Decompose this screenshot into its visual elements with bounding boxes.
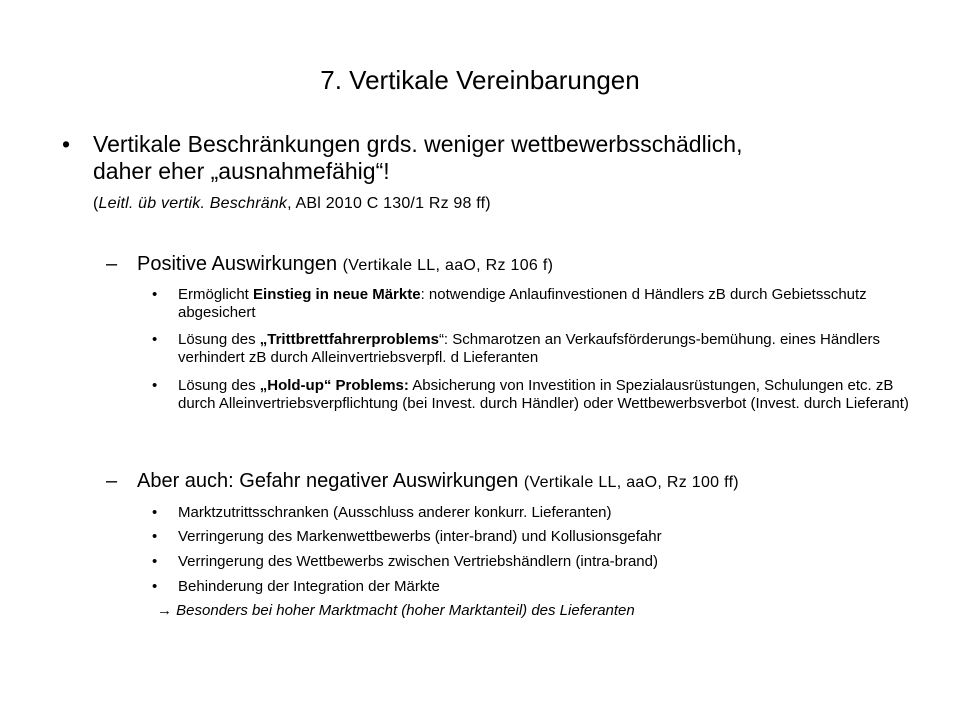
main-bullet-text: [93, 131, 913, 185]
list-item: [152, 578, 912, 596]
bullet-marker: •: [62, 131, 71, 157]
item-bold: „Trittbrettfahrerproblems: [259, 331, 439, 348]
item-bold: Einstieg in neue Märkte: [253, 286, 421, 303]
main-bullet-line-2: daher eher „ausnahmefähig“!: [93, 158, 390, 184]
negative-heading-label: Aber auch: Gefahr negativer Auswirkungen: [137, 470, 519, 492]
main-bullet-line-1: Vertikale Beschränkungen grds. weniger wettbewerbsschädlich,: [93, 131, 743, 157]
citation-open: (: [93, 195, 99, 212]
list-item: [152, 331, 912, 367]
conclusion-text: → Besonders bei hoher Marktmacht (hoher Marktanteil) des Lieferanten: [157, 602, 635, 619]
list-item: [152, 553, 912, 571]
item-bold: „Hold-up“ Problems:: [259, 377, 409, 394]
bullet-marker: •: [152, 578, 158, 595]
bullet-marker: •: [152, 553, 158, 570]
negative-heading-ref: (Vertikale LL, aaO, Rz 100 ff): [523, 474, 739, 491]
bullet-marker: •: [152, 504, 158, 521]
list-item: [152, 377, 912, 413]
positive-heading-ref: (Vertikale LL, aaO, Rz 106 f): [342, 257, 554, 274]
list-item: [152, 286, 912, 322]
list-item: [152, 504, 912, 522]
citation-italic: Leitl. üb vertik. Beschränk: [98, 195, 288, 212]
bullet-marker: •: [152, 331, 158, 348]
item-post: “: Schmarotzen an Verkaufsförderungs-bemühung. eines Händlers verhindert zB durch Alleinvertriebsverpfl. d Lieferanten: [178, 331, 881, 366]
item-pre: Ermöglicht: [178, 286, 254, 303]
slide-title: 7. Vertikale Vereinbarungen: [320, 65, 640, 95]
list-item-text: [178, 331, 912, 367]
item-pre: Lösung des: [178, 331, 260, 348]
citation-rest: , ABl 2010 C 130/1 Rz 98 ff): [287, 195, 491, 212]
negative-heading-text: [137, 468, 739, 496]
item-pre: Lösung des: [178, 377, 260, 394]
item-post: : notwendige Anlaufinvestionen d Händlers zB durch Gebietsschutz abgesichert: [178, 286, 867, 321]
list-item-text: [178, 286, 912, 322]
list-item: [152, 528, 912, 546]
list-item-text: Verringerung des Wettbewerbs zwischen Vertriebshändlern (intra-brand): [178, 553, 658, 570]
list-item-text: Behinderung der Integration der Märkte: [178, 578, 440, 595]
bullet-marker: •: [152, 377, 158, 394]
dash-marker: –: [106, 470, 118, 492]
list-item-text: [178, 377, 912, 413]
bullet-marker: •: [152, 286, 158, 303]
list-item-text: Marktzutrittsschranken (Ausschluss anderer konkurr. Lieferanten): [178, 504, 612, 521]
list-item-text: Verringerung des Markenwettbewerbs (inter-brand) und Kollusionsgefahr: [178, 528, 662, 545]
positive-heading-label: Positive Auswirkungen: [137, 253, 338, 275]
positive-heading-text: [137, 251, 553, 279]
bullet-marker: •: [152, 528, 158, 545]
dash-marker: –: [106, 253, 118, 275]
item-post: Absicherung von Investition in Spezialausrüstungen, Schulungen etc. zB durch Alleinvertriebsverpflichtung (bei Invest. durch Händler) oder Wettbewerbsverbot (Invest. durch Lieferant): [178, 377, 909, 412]
citation: [93, 193, 491, 215]
